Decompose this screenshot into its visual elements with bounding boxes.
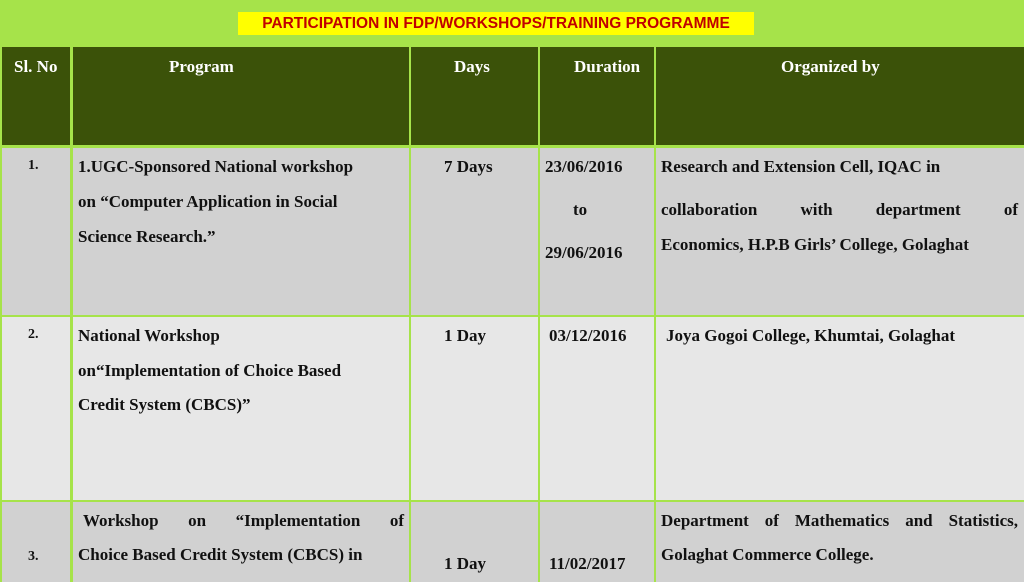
row-2-organized-by (656, 317, 1024, 500)
row-1-duration-to: to (573, 200, 588, 219)
row-1-sl-value: 1. (28, 158, 39, 173)
header-organized-by-label: Organized by (781, 57, 880, 76)
row-1-program-line-1: 1.UGC-Sponsored National workshop (78, 157, 354, 176)
header-duration-label: Duration (574, 57, 641, 76)
row-2-days-value: 1 Day (444, 326, 487, 345)
row-2-days (411, 317, 538, 500)
title-bar (0, 0, 1024, 46)
row-1-sl-no (2, 148, 70, 315)
row-3-sl-no (2, 502, 70, 582)
row-1-duration (540, 148, 654, 315)
row-1-duration-end: 29/06/2016 (545, 243, 623, 262)
row-3-program-line-2: Choice Based Credit System (CBCS) in (78, 545, 363, 564)
row-1-program (73, 148, 409, 315)
row-3-days-value: 1 Day (444, 554, 487, 573)
row-2-program (73, 317, 409, 500)
row-2-sl-no (2, 317, 70, 500)
row-1-program-line-2: on “Computer Application in Social (78, 192, 338, 211)
header-sl-no-label: Sl. No (14, 57, 58, 76)
header-days (411, 47, 538, 145)
header-duration (540, 47, 654, 145)
header-organized-by (656, 47, 1024, 145)
row-2-sl-value: 2. (28, 327, 39, 342)
row-2-program-line-1: National Workshop (78, 326, 220, 345)
row-2-program-line-3: Credit System (CBCS)” (78, 395, 251, 414)
row-2-duration-date: 03/12/2016 (549, 326, 627, 345)
row-1-organized-line-2: collaboration with department of (661, 200, 1018, 219)
page-title: PARTICIPATION IN FDP/WORKSHOPS/TRAINING PROGRAMME (238, 12, 754, 35)
header-days-label: Days (454, 57, 490, 76)
row-1-duration-start: 23/06/2016 (545, 157, 623, 176)
row-3-duration-date: 11/02/2017 (549, 554, 626, 573)
row-3-organized-by (656, 502, 1024, 582)
row-1-organized-line-1: Research and Extension Cell, IQAC in (661, 157, 941, 176)
row-3-sl-value: 3. (28, 549, 39, 564)
header-program-label: Program (169, 57, 234, 76)
row-3-program (73, 502, 409, 582)
row-3-organized-line-2: Golaghat Commerce College. (661, 545, 874, 564)
row-2-program-line-2: on“Implementation of Choice Based (78, 361, 342, 380)
row-3-duration (540, 502, 654, 582)
row-2-duration (540, 317, 654, 500)
row-3-days (411, 502, 538, 582)
row-1-organized-by (656, 148, 1024, 315)
row-1-days (411, 148, 538, 315)
header-sl-no (2, 47, 70, 145)
row-1-days-value: 7 Days (444, 157, 493, 176)
row-1-program-line-3: Science Research.” (78, 227, 216, 246)
row-1-organized-line-3: Economics, H.P.B Girls’ College, Golaghat (661, 235, 969, 254)
row-3-organized-line-1: Department of Mathematics and Statistics, (661, 511, 1018, 530)
header-program (73, 47, 409, 145)
row-2-organized-line-1: Joya Gogoi College, Khumtai, Golaghat (666, 326, 955, 345)
row-3-program-line-1: Workshop on “Implementation of (83, 511, 404, 530)
